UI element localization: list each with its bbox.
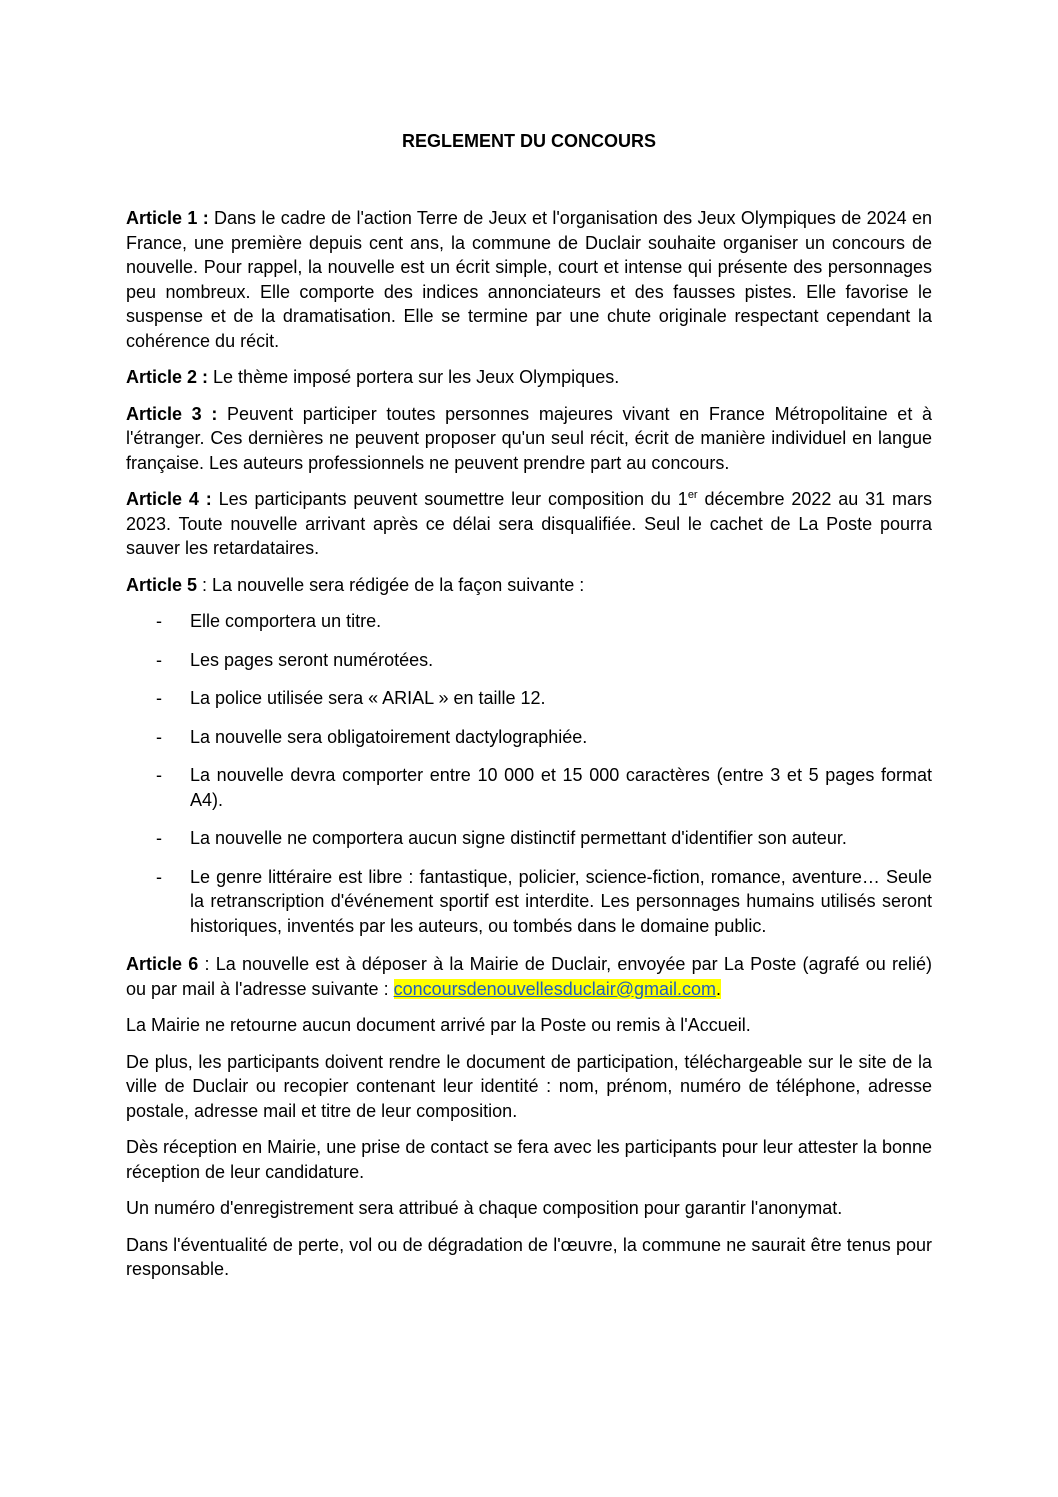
article-2 xyxy=(126,365,932,390)
document-content xyxy=(126,206,932,1294)
closing-paragraph: De plus, les participants doivent rendre le document de participation, téléchargeable sur le site de la ville de Duclair ou recopier contenant leur identité : nom, prénom, numéro de téléphone, adresse postale, adresse mail et titre de leur composition. xyxy=(126,1051,932,1121)
article-4 xyxy=(126,487,932,561)
closing-paragraph: La Mairie ne retourne aucun document arrivé par la Poste ou remis à l'Accueil. xyxy=(126,1015,751,1035)
bullet-dash: - xyxy=(156,649,162,670)
document-title: REGLEMENT DU CONCOURS xyxy=(401,131,656,151)
list-item xyxy=(126,609,932,634)
email-link[interactable]: concoursdenouvellesduclair@gmail.com xyxy=(393,978,717,999)
list-item xyxy=(126,686,932,711)
bullet-dash: - xyxy=(156,828,162,848)
list-item-text: La nouvelle ne comportera aucun signe distinctif permettant d'identifier son auteur. xyxy=(190,828,847,848)
list-item xyxy=(126,648,932,673)
article-label: Article 4 : xyxy=(126,489,212,509)
rules-list xyxy=(126,609,932,938)
bullet-dash: - xyxy=(156,765,162,785)
article-text: Peuvent participer toutes personnes majeures vivant en France Métropolitaine et à l'étranger. Ces dernières ne peuvent proposer qu'un seul récit, écrit de manière individuel en langue française. Les auteurs professionnels ne peuvent prendre part au concours. xyxy=(126,403,932,473)
article-text: Le thème imposé portera sur les Jeux Olympiques. xyxy=(208,367,620,387)
article-text: Les participants peuvent soumettre leur composition du 1 xyxy=(211,489,688,509)
list-item xyxy=(126,826,932,851)
article-3 xyxy=(126,402,932,476)
list-item-text: La nouvelle sera obligatoirement dactylographiée. xyxy=(190,726,588,747)
article-label: Article 5 xyxy=(126,574,198,595)
bullet-dash: - xyxy=(156,866,162,887)
ordinal-suffix: er xyxy=(687,489,698,501)
article-5 xyxy=(126,573,932,598)
article-text: : La nouvelle est à déposer à la Mairie de Duclair, envoyée par La Poste (agrafé ou relié) ou par mail à l'adresse suivante : xyxy=(126,954,932,999)
closing-paragraph: Un numéro d'enregistrement sera attribué à chaque composition pour garantir l'anonymat. xyxy=(126,1198,843,1218)
list-item xyxy=(126,763,932,812)
article-label: Article 6 xyxy=(126,954,199,974)
article-1 xyxy=(126,206,932,353)
bullet-dash: - xyxy=(156,611,162,631)
article-text: Dans le cadre de l'action Terre de Jeux et l'organisation des Jeux Olympiques de 2024 en France, une première depuis cent ans, la commune de Duclair souhaite organiser un concours de nouvelle. Pour rappel, la nouvelle est un écrit simple, court et intense qui présente des personnages peu nombreux. Elle comporte des indices annonciateurs et des fausses pistes. Elle favorise le suspense et de la dramatisation. Elle se termine par une chute originale respectant cependant la cohérence du récit. xyxy=(126,208,932,351)
list-item-text: Le genre littéraire est libre : fantastique, policier, science-fiction, romance, aventure… Seule la retranscription d'événement sportif est interdite. Les personnages humains utilisés seront historiques, inventés par les auteurs, ou tombés dans le domaine public. xyxy=(190,866,932,936)
article-label: Article 1 : xyxy=(126,208,209,228)
closing-paragraph: Dès réception en Mairie, une prise de contact se fera avec les participants pour leur attester la bonne réception de leur candidature. xyxy=(126,1137,932,1182)
bullet-dash: - xyxy=(156,688,162,708)
article-6 xyxy=(126,952,932,1001)
list-item-text: La police utilisée sera « ARIAL » en taille 12. xyxy=(190,688,546,708)
article-label: Article 2 : xyxy=(126,367,209,387)
article-text: : La nouvelle sera rédigée de la façon suivante : xyxy=(197,574,585,595)
closing-paragraph: Dans l'éventualité de perte, vol ou de dégradation de l'œuvre, la commune ne saurait être tenus pour responsable. xyxy=(126,1234,932,1279)
list-item-text: La nouvelle devra comporter entre 10 000 et 15 000 caractères (entre 3 et 5 pages format A4). xyxy=(190,765,932,810)
list-item xyxy=(126,725,932,750)
list-item xyxy=(126,865,932,939)
article-end: . xyxy=(716,978,722,999)
article-text: décembre 2022 au 31 mars 2023. Toute nouvelle arrivant après ce délai sera disqualifiée. Seul le cachet de La Poste pourra sauver les retardataires. xyxy=(126,489,932,558)
bullet-dash: - xyxy=(156,726,162,747)
list-item-text: Elle comportera un titre. xyxy=(190,611,382,631)
list-item-text: Les pages seront numérotées. xyxy=(190,649,434,670)
article-label: Article 3 : xyxy=(126,403,218,424)
